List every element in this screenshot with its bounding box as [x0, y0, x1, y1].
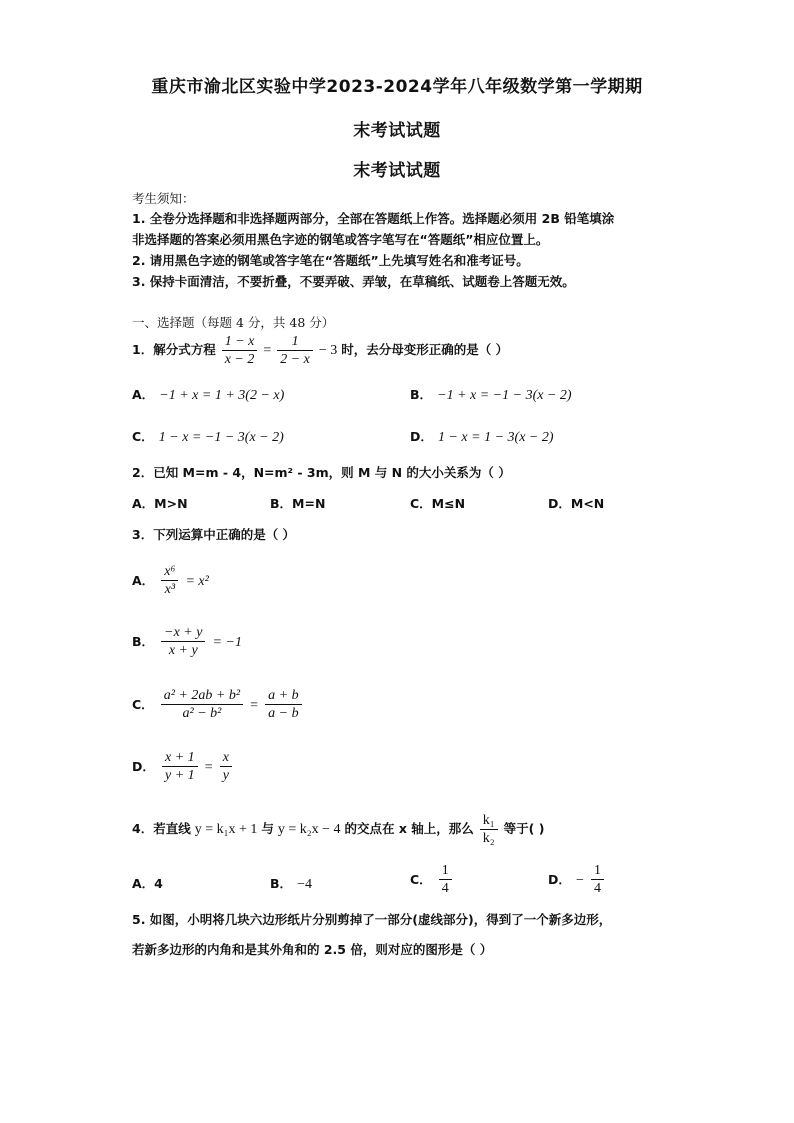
q4-d-den: 4	[593, 881, 601, 896]
q4-tail: 的交点在 x 轴上，那么	[344, 821, 474, 836]
q4-option-d	[548, 862, 606, 897]
q4-c-num: 1	[439, 862, 452, 880]
q3-a-rhs: = x²	[185, 574, 209, 589]
q1-tail: − 3	[318, 343, 338, 358]
q4-d-num: 1	[591, 862, 604, 880]
question-1	[132, 333, 508, 368]
q1-den1: x − 2	[224, 352, 255, 367]
q3-c-fraction-right	[265, 687, 301, 722]
q3-d-fraction-right	[220, 749, 232, 784]
q3-d-num1: x + 1	[162, 749, 198, 767]
q4-option-c	[410, 862, 454, 897]
q1-option-d-label: D．	[410, 429, 433, 444]
q3-d-den1: y + 1	[164, 768, 195, 783]
q1-option-b-label: B．	[410, 387, 433, 402]
q2-option-d: D．M<N	[548, 496, 605, 511]
q1-prefix: 1．解分式方程	[132, 342, 216, 357]
exam-title-line1: 重庆市渝北区实验中学2023-2024学年八年级数学第一学期期	[151, 77, 643, 97]
q4-option-b-label: B．	[270, 876, 293, 891]
question-5-line1: 5. 如图，小明将几块六边形纸片分别剪掉了一部分(虚线部分)，得到了一个新多边形，	[132, 912, 612, 927]
q1-fraction-right	[277, 333, 313, 368]
exam-title-line2: 末考试试题	[353, 121, 441, 141]
q3-c-den1: a² − b²	[182, 706, 222, 721]
q1-option-a-label: A．	[132, 387, 155, 402]
q3-c-fraction-left	[161, 687, 243, 722]
q4-mid: 与	[261, 821, 274, 836]
section-1-heading: 一、选择题（每题 4 分，共 48 分）	[132, 315, 335, 330]
q3-d-fraction-left	[162, 749, 198, 784]
q1-option-b	[410, 384, 572, 404]
q3-c-den2: a − b	[268, 706, 299, 721]
q4-ratio-num: k₁	[480, 812, 498, 830]
q4-d-fraction	[591, 862, 604, 897]
q3-option-c	[132, 687, 304, 722]
q4-end: 等于( )	[503, 821, 545, 836]
question-2-stem: 2．已知 M=m - 4，N=m² - 3m，则 M 与 N 的大小关系为（ ）	[132, 465, 511, 480]
q1-num1: 1 − x	[222, 333, 258, 351]
q3-b-fraction	[161, 624, 205, 659]
question-5-line2: 若新多边形的内角和是其外角和的 2.5 倍，则对应的图形是（ ）	[132, 942, 493, 957]
q1-option-a-text: −1 + x = 1 + 3(2 − x)	[159, 388, 285, 403]
q4-ratio-fraction	[480, 812, 498, 847]
q3-a-fraction	[161, 563, 178, 598]
q3-b-rhs: = −1	[212, 635, 242, 650]
q1-suffix: 时，去分母变形正确的是（ ）	[341, 342, 509, 357]
q4-line1: y = k₁x + 1	[194, 822, 258, 837]
q3-option-b-label: B．	[132, 634, 155, 649]
q3-d-num2: x	[220, 749, 232, 767]
q4-option-a: A．4	[132, 876, 163, 891]
q4-option-d-label: D．	[548, 872, 571, 887]
q4-line2: y = k₂x − 4	[277, 822, 341, 837]
q4-option-b-text: −4	[297, 877, 313, 892]
q3-option-c-label: C．	[132, 697, 154, 712]
q3-a-num: x⁶	[161, 563, 178, 581]
notice-heading: 考生须知：	[132, 191, 195, 206]
q3-c-equals: =	[250, 698, 259, 713]
q3-b-den: x + y	[168, 643, 198, 658]
q1-den2: 2 − x	[280, 352, 310, 367]
q1-num2: 1	[277, 333, 313, 351]
q3-a-den: x³	[164, 582, 176, 597]
q4-prefix: 4．若直线	[132, 821, 191, 836]
q3-d-den2: y	[222, 768, 229, 783]
q3-c-num2: a + b	[265, 687, 301, 705]
q3-b-num: −x + y	[161, 624, 205, 642]
q3-option-d-label: D．	[132, 759, 155, 774]
question-3-stem: 3．下列运算中正确的是（ ）	[132, 527, 296, 542]
exam-title-line3: 末考试试题	[353, 161, 441, 181]
q2-option-c: C．M≤N	[410, 496, 466, 511]
q1-option-d	[410, 426, 554, 446]
q1-option-d-text: 1 − x = 1 − 3(x − 2)	[437, 430, 554, 445]
q4-d-sign: −	[575, 873, 584, 888]
notice-item-1b: 非选择题的答案必须用黑色字迹的钢笔或答字笔写在“答题纸”相应位置上。	[132, 232, 549, 247]
q1-option-c-label: C．	[132, 429, 154, 444]
q1-equals: =	[263, 343, 272, 358]
q3-option-b	[132, 624, 242, 659]
q4-c-den: 4	[441, 881, 449, 896]
q4-ratio-den: k₂	[482, 831, 495, 846]
q4-option-c-label: C．	[410, 872, 432, 887]
q4-option-b	[270, 873, 312, 893]
q1-option-a	[132, 384, 284, 404]
question-4	[132, 812, 544, 847]
notice-item-2: 2. 请用黑色字迹的钢笔或答字笔在“答题纸”上先填写姓名和准考证号。	[132, 253, 529, 268]
notice-item-1a: 1. 全卷分选择题和非选择题两部分，全部在答题纸上作答。选择题必须用 2B 铅笔填涂	[132, 211, 615, 226]
q3-c-num1: a² + 2ab + b²	[161, 687, 243, 705]
q4-c-fraction	[439, 862, 452, 897]
q3-d-equals: =	[204, 760, 213, 775]
q2-option-b: B．M=N	[270, 496, 326, 511]
notice-item-3: 3. 保持卡面清洁，不要折叠，不要弄破、弄皱，在草稿纸、试题卷上答题无效。	[132, 274, 575, 289]
q3-option-d	[132, 749, 234, 784]
q1-fraction-left	[222, 333, 258, 368]
q2-option-a: A．M>N	[132, 496, 188, 511]
q3-option-a	[132, 563, 209, 598]
q1-option-b-text: −1 + x = −1 − 3(x − 2)	[437, 388, 572, 403]
q1-option-c	[132, 426, 284, 446]
q1-option-c-text: 1 − x = −1 − 3(x − 2)	[158, 430, 284, 445]
q3-option-a-label: A．	[132, 573, 155, 588]
